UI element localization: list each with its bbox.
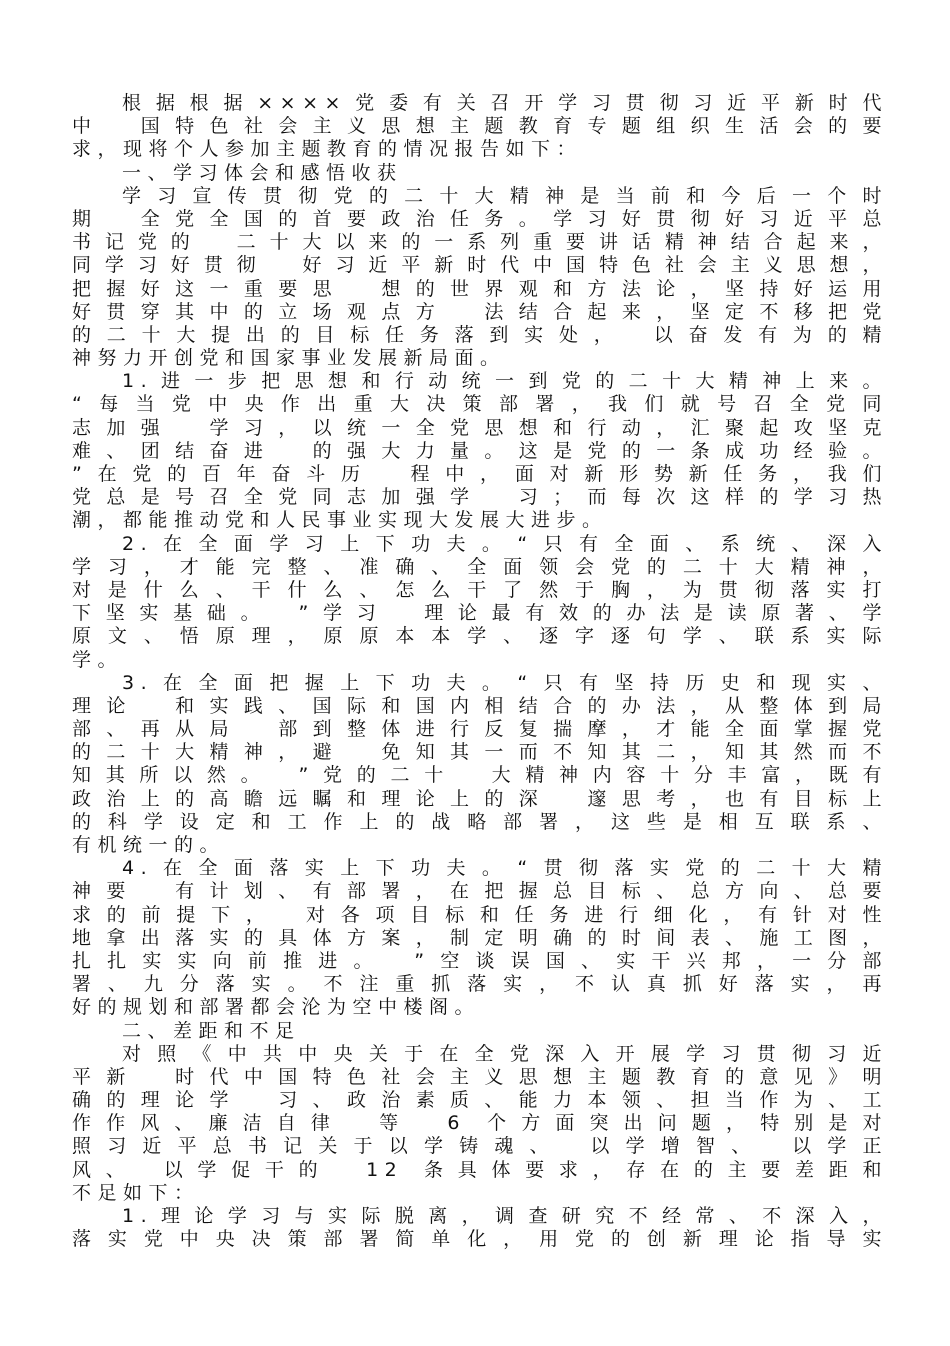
text-line: 好贯穿其中的立场观点方 法结合起来，坚定不移把党 xyxy=(72,300,888,323)
text-line: 确的理论学 习、政治素质、能力本领、担当作为、工 xyxy=(72,1089,888,1112)
text-line: 扎扎实实向前推进。 ”空谈误国、实干兴邦，一分部 xyxy=(72,949,888,972)
text-line: 神要 有计划、有部署，在把握总目标、总方向、总要 xyxy=(72,880,888,903)
text-line: 书记党的 二十大以来的一系列重要讲话精神结合起来， xyxy=(72,231,888,254)
text-line: 根据根据××××党委有关召开学习贯彻习近平新时代 xyxy=(122,92,888,114)
text-line: 学。 xyxy=(72,648,124,671)
text-line: 原文、悟原理，原原本本学、逐字逐句学、联系实际 xyxy=(72,625,888,648)
text-line: 神努力开创党和国家事业发展新局面。 xyxy=(72,347,506,370)
text-line: 把握好这一重要思 想的世界观和方法论，坚持好运用 xyxy=(72,277,888,300)
text-line: 难、团结奋进 的强大力量。这是党的一条成功经验。 xyxy=(72,439,888,462)
text-line: 的二十大精神，避 免知其一而不知其二，知其然而不 xyxy=(72,741,888,764)
document-body xyxy=(72,92,888,1251)
text-line: 求的前提下， 对各项目标和任务进行细化，有针对性 xyxy=(72,903,888,926)
text-line: 学习，才能完整、准确、全面领会党的二十大精神， xyxy=(72,555,888,578)
text-line: 志加强 学习，以统一全党思想和行动，汇聚起攻坚克 xyxy=(72,416,888,439)
text-line: 署、九分落实。不注重抓落实，不认真抓好落实，再 xyxy=(72,973,888,996)
text-line: 下坚实基础。 ”学习 理论最有效的办法是读原著、学 xyxy=(72,602,888,625)
text-line: 对是什么、干什么、怎么干了然于胸，为贯彻落实打 xyxy=(72,578,888,601)
text-line: 同学习好贯彻 好习近平新时代中国特色社会主义思想， xyxy=(72,254,888,277)
text-line: 的二十大提出的目标任务落到实处， 以奋发有为的精 xyxy=(72,323,888,346)
text-line: 2.在全面学习上下功夫。“只有全面、系统、深入 xyxy=(122,532,888,555)
text-line: 1.进一步把思想和行动统一到党的二十大精神上来。 xyxy=(122,370,888,393)
text-line: 地拿出落实的具体方案，制定明确的时间表、施工图， xyxy=(72,926,888,949)
text-line: 对照《中共中央关于在全党深入开展学习贯彻习近 xyxy=(122,1042,888,1065)
text-line: 4.在全面落实上下功夫。“贯彻落实党的二十大精 xyxy=(122,857,888,880)
text-line: 有机统一的。 xyxy=(72,834,226,856)
text-line: 中 国特色社会主义思想主题教育专题组织生活会的要 xyxy=(72,115,888,138)
text-line: 不足如下： xyxy=(72,1181,200,1204)
text-line: 的科学设定和工作上的战略部署，这些是相互联系、 xyxy=(72,810,888,833)
text-line: 部、再从局 部到整体进行反复揣摩，才能全面掌握党 xyxy=(72,718,888,741)
text-line: “每当党中央作出重大决策部署，我们就号召全党同 xyxy=(72,393,888,416)
text-line: 党总是号召全党同志加强学 习；而每次这样的学习热 xyxy=(72,486,888,509)
text-line: 政治上的高瞻远瞩和理论上的深 邃思考，也有目标上 xyxy=(72,787,888,810)
text-line: 学习宣传贯彻党的二十大精神是当前和今后一个时 xyxy=(122,184,888,207)
text-line: 平新 时代中国特色社会主义思想主题教育的意见》明 xyxy=(72,1065,888,1088)
text-line: 求，现将个人参加主题教育的情况报告如下： xyxy=(72,138,583,161)
text-line: 照习近平总书记关于以学铸魂、 以学增智、 以学正 xyxy=(72,1135,888,1158)
text-line: 风、 以学促干的 12 条具体要求，存在的主要差距和 xyxy=(72,1158,888,1181)
text-line: 潮，都能推动党和人民事业实现大发展大进步。 xyxy=(72,509,608,532)
text-line: 3.在全面把握上下功夫。“只有坚持历史和现实、 xyxy=(122,671,888,694)
text-line: 知其所以然。 ”党的二十 大精神内容十分丰富，既有 xyxy=(72,764,888,787)
text-line: ”在党的百年奋斗历 程中，面对新形势新任务，我们 xyxy=(72,463,888,485)
text-line: 一、学习体会和感悟收获 xyxy=(122,161,403,184)
text-line: 作作风、廉洁自律 等 6 个方面突出问题，特别是对 xyxy=(72,1112,888,1135)
text-line: 落实党中央决策部署简单化，用党的创新理论指导实 xyxy=(72,1228,888,1251)
text-line: 二、差距和不足 xyxy=(122,1019,301,1042)
text-line: 1.理论学习与实际脱离，调查研究不经常、不深入， xyxy=(122,1205,888,1227)
text-line: 理论 和实践、国际和国内相结合的办法，从整体到局 xyxy=(72,694,888,717)
text-line: 期 全党全国的首要政治任务。学习好贯彻好习近平总 xyxy=(72,207,888,230)
text-line: 好的规划和部署都会沦为空中楼阁。 xyxy=(72,996,481,1019)
